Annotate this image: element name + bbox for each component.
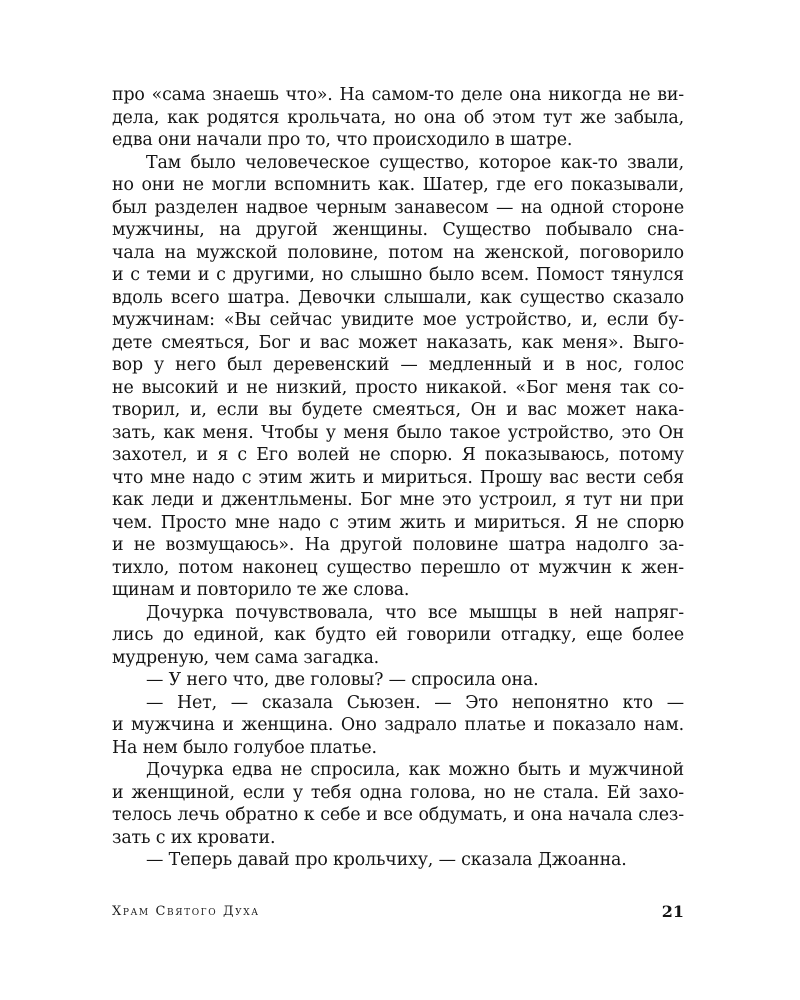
page-number: 21 (661, 902, 684, 921)
running-head: Храм Святого Духа (112, 904, 260, 919)
text-line: творил, и, если вы будете смеяться, Он и вас может нака- (112, 400, 684, 420)
text-line: захотел, и я с Его волей не спорю. Я показываюсь, потому (112, 445, 684, 465)
text-line: дела, как родятся крольчата, но она об этом тут же забыла, (112, 107, 684, 128)
text-line: не высокий и не низкий, просто никакой. «Бог меня так со- (112, 377, 684, 398)
text-line: щинам и повторило те же слова. (112, 580, 410, 600)
text-line: тихло, потом наконец существо перешло от мужчин к жен- (112, 557, 684, 578)
text-line: чем. Просто мне надо с этим жить и мириться. Я не спорю (112, 512, 684, 533)
text-line: чала на мужской половине, потом на женской, поговорило (112, 242, 684, 263)
text-line: мужчины, на другой женщины. Существо побывало сна- (112, 220, 684, 240)
text-line: и с теми и с другими, но слышно было всем. Помост тянулся (112, 265, 684, 285)
text-line: и не возмущаюсь». На другой половине шатра надолго за- (112, 535, 684, 555)
page-footer (112, 904, 684, 926)
text-line: и женщиной, если у тебя одна голова, но не стала. Ей захо- (112, 782, 684, 803)
text-line: — У него что, две головы? — спросила она. (146, 670, 539, 690)
text-line: мудреную, чем сама загадка. (112, 647, 380, 668)
text-line: что мне надо с этим жить и мириться. Прошу вас вести себя (112, 467, 684, 488)
text-line: Дочурка почувствовала, что все мышцы в ней напряг- (146, 602, 684, 623)
text-line: едва они начали про то, что происходило в шатре. (112, 130, 573, 150)
page-body (112, 84, 684, 872)
text-line: вдоль всего шатра. Девочки слышали, как существо сказало (112, 287, 684, 308)
text-line: мужчинам: «Вы сейчас увидите мое устройство, и, если бу- (112, 310, 684, 330)
text-line: но они не могли вспомнить как. Шатер, где его показывали, (112, 175, 684, 195)
text-line: — Нет, — сказала Сьюзен. — Это непонятно кто — (146, 692, 684, 713)
text-line: был разделен надвое черным занавесом — на одной стороне (112, 197, 684, 218)
text-line: как леди и джентльмены. Бог мне это устроил, я тут ни при (112, 490, 684, 510)
text-line: На нем было голубое платье. (112, 737, 377, 758)
text-line: дете смеяться, Бог и вас может наказать, как меня». Выго- (112, 332, 684, 353)
text-line: зать, как меня. Чтобы у меня было такое устройство, это Он (112, 422, 684, 443)
text-line: телось лечь обратно к себе и все обдумать, и она начала слез- (112, 805, 684, 825)
text-line: Дочурка едва не спросила, как можно быть и мужчиной (146, 760, 684, 780)
text-line: зать с их кровати. (112, 827, 276, 848)
text-line: и мужчина и женщина. Оно задрало платье и показало нам. (112, 715, 684, 735)
text-line: про «сама знаешь что». На самом-то деле она никогда не ви- (112, 85, 684, 105)
text-line: Там было человеческое существо, которое как-то звали, (146, 152, 684, 173)
text-line: вор у него был деревенский — медленный и в нос, голос (112, 355, 684, 375)
text-line: лись до единой, как будто ей говорили отгадку, еще более (112, 625, 684, 645)
text-line: — Теперь давай про крольчиху, — сказала Джоанна. (146, 850, 627, 870)
